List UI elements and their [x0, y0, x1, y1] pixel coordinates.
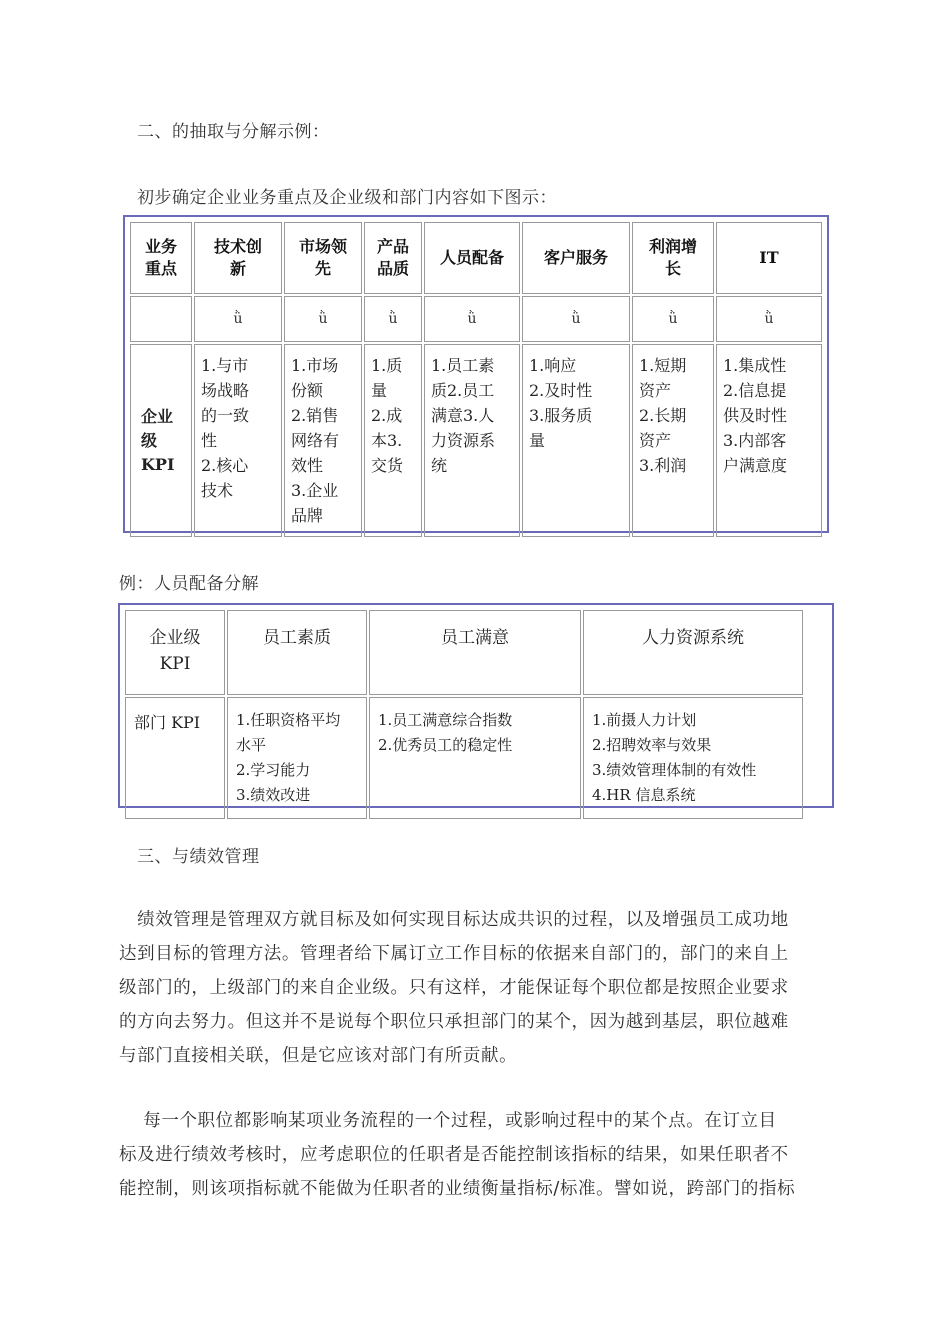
- table-cell: 1.员工满意综合指数 2.优秀员工的稳定性: [369, 697, 581, 819]
- arrow-row: [130, 296, 822, 342]
- paragraph-line: 标及进行绩效考核时，应考虑职位的任职者是否能控制该指标的结果，如果任职者不: [119, 1145, 789, 1165]
- intro-text: 初步确定企业业务重点及企业级和部门内容如下图示：: [137, 188, 557, 208]
- kpi-cell: 1.员工素 质2.员工 满意3.人 力资源系 统: [424, 344, 520, 537]
- paragraph-2: [119, 1104, 839, 1206]
- paragraph-line: 的方向去努力。但这并不是说每个职位只承担部门的某个，因为越到基层，职位越难: [119, 1012, 789, 1032]
- empty-cell: [130, 296, 192, 342]
- table-header-row: [125, 610, 803, 695]
- header-cell: 技术创 新: [194, 222, 282, 294]
- table-cell: 1.前摄人力计划 2.招聘效率与效果 3.绩效管理体制的有效性 4.HR 信息系统: [583, 697, 803, 819]
- arrow-icon: ǜ: [522, 296, 630, 342]
- header-cell: 员工素质: [227, 610, 367, 695]
- paragraph-1: [119, 903, 839, 1073]
- kpi-table-staffing: [118, 603, 834, 808]
- header-cell: 客户服务: [522, 222, 630, 294]
- kpi-cell: 1.市场 份额 2.销售 网络有 效性 3.企业 品牌: [284, 344, 362, 537]
- header-cell: 市场领 先: [284, 222, 362, 294]
- kpi-cell: 1.与市 场战略 的一致 性 2.核心 技术: [194, 344, 282, 537]
- arrow-icon: ǜ: [716, 296, 822, 342]
- example-heading: 例：人员配备分解: [119, 574, 259, 594]
- header-cell: 企业级 KPI: [125, 610, 225, 695]
- arrow-icon: ǜ: [364, 296, 422, 342]
- arrow-icon: ǜ: [632, 296, 714, 342]
- header-cell: 业务 重点: [130, 222, 192, 294]
- section-3-heading: 三、与绩效管理: [137, 847, 260, 867]
- table-cell: 1.任职资格平均 水平 2.学习能力 3.绩效改进: [227, 697, 367, 819]
- paragraph-line: 与部门直接相关联，但是它应该对部门有所贡献。: [119, 1046, 518, 1066]
- table-row: [125, 697, 803, 819]
- table-header-row: [130, 222, 822, 294]
- paragraph-line: 能控制，则该项指标就不能做为任职者的业绩衡量指标/标准。譬如说，跨部门的指标: [119, 1179, 796, 1199]
- row-label: 企业 级 KPI: [130, 344, 192, 537]
- paragraph-line: 每一个职位都影响某项业务流程的一个过程，或影响过程中的某个点。在订立目: [119, 1111, 777, 1131]
- row-label: 部门 KPI: [125, 697, 225, 819]
- header-cell: 利润增 长: [632, 222, 714, 294]
- kpi-cell: 1.响应 2.及时性 3.服务质 量: [522, 344, 630, 537]
- kpi-table-enterprise: [123, 215, 829, 533]
- kpi-cell: 1.集成性 2.信息提 供及时性 3.内部客 户满意度: [716, 344, 822, 537]
- kpi-cell: 1.短期 资产 2.长期 资产 3.利润: [632, 344, 714, 537]
- section-2-heading: 二、的抽取与分解示例：: [137, 122, 330, 142]
- header-cell: IT: [716, 222, 822, 294]
- kpi-row: [130, 344, 822, 537]
- paragraph-line: 级部门的，上级部门的来自企业级。只有这样，才能保证每个职位都是按照企业要求: [119, 978, 789, 998]
- header-cell: 人员配备: [424, 222, 520, 294]
- paragraph-line: 达到目标的管理方法。管理者给下属订立工作目标的依据来自部门的，部门的来自上: [119, 944, 789, 964]
- paragraph-line: 绩效管理是管理双方就目标及如何实现目标达成共识的过程，以及增强员工成功地: [119, 910, 789, 930]
- header-cell: 人力资源系统: [583, 610, 803, 695]
- arrow-icon: ǜ: [194, 296, 282, 342]
- kpi-cell: 1.质 量 2.成 本3. 交货: [364, 344, 422, 537]
- arrow-icon: ǜ: [284, 296, 362, 342]
- arrow-icon: ǜ: [424, 296, 520, 342]
- header-cell: 产品 品质: [364, 222, 422, 294]
- header-cell: 员工满意: [369, 610, 581, 695]
